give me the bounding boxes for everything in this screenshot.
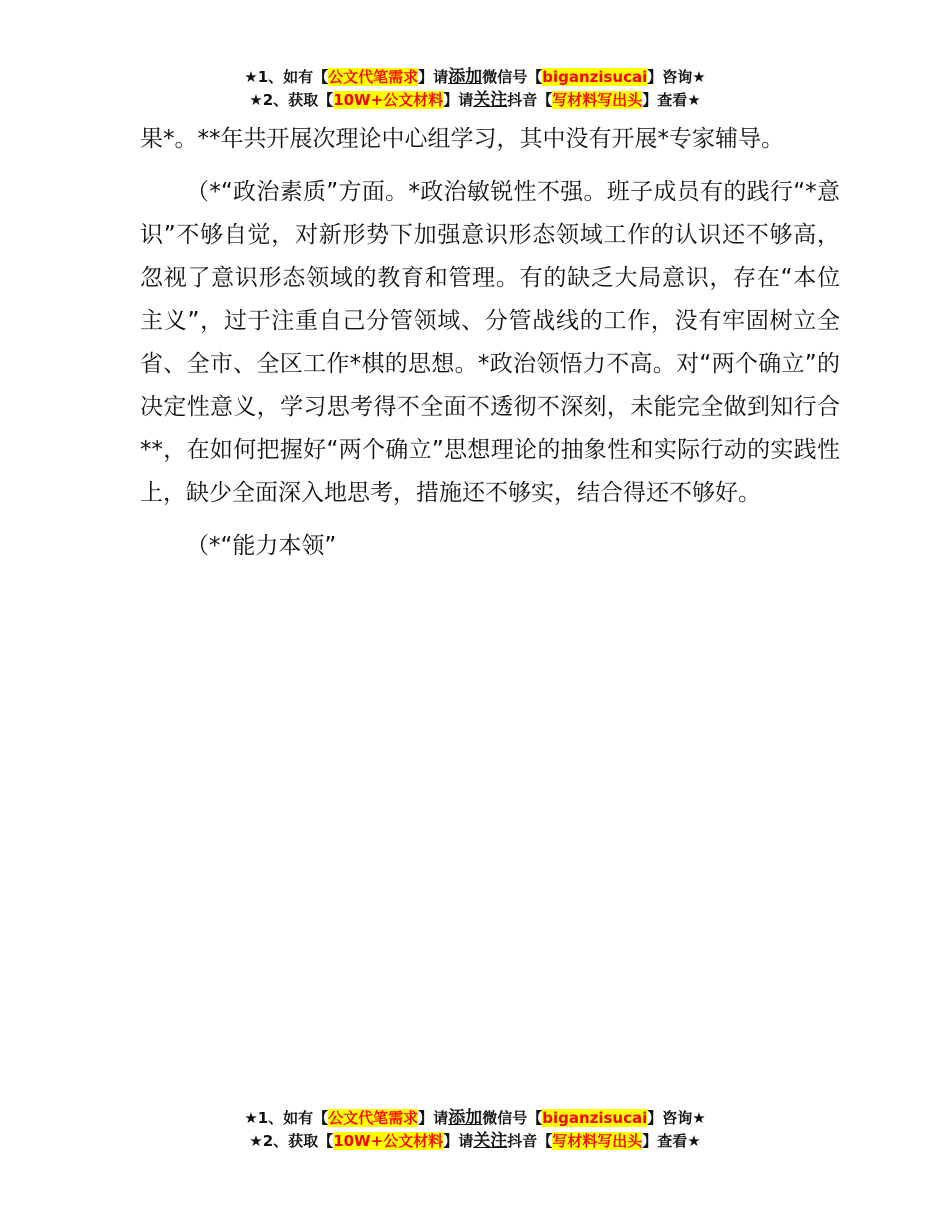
paragraph-political-quality: （*“政治素质”方面。*政治敏锐性不强。班子成员有的践行“*意识”不够自觉，对新形势下加强意识形态领域工作的认识还不够高，忽视了意识形态领域的教育和管理。有的缺乏大局意识，存在“本位主义”，过于注重自己分管领域、分管战线的工作，没有牢固树立全省、全市、全区工作*棋的思想。*政治领悟力不高。对“两个确立”的决定性意义，学习思考得不全面不透彻不深刻，未能完全做到知行合**，在如何把握好“两个确立”思想理论的抽象性和实际行动的实践性上，缺少全面深入地思考，措施还不够实，结合得还不够好。 [140,179,840,506]
footer-line-2-douyin-label: 抖音【 [507,1132,553,1150]
header-highlight-wechat-id: biganzisucai [542,68,648,86]
footer-line-1-prefix: ★1、如有【 [244,1109,329,1127]
header-underline-add: 添加 [448,67,483,87]
footer-highlight-wechat-id: biganzisucai [542,1109,648,1127]
header-line-2-douyin-label: 抖音【 [507,91,553,109]
header-highlight-materials: 10W+公文材料 [333,91,444,109]
footer-highlight-douyin-account: 写材料写出头 [552,1132,643,1150]
header-highlight-douyin-account: 写材料写出头 [552,91,643,109]
footer-line-2-prefix: ★2、获取【 [249,1132,334,1150]
document-body [140,118,840,578]
paragraph-ability: （*“能力本领” [186,533,337,559]
header-line-1-wechat-label: 微信号【 [482,68,543,86]
header-banner [0,66,950,112]
header-line-1-suffix: 】咨询★ [647,68,706,86]
header-line-2-prefix: ★2、获取【 [249,91,334,109]
footer-line-1-text: 】请 [418,1109,449,1127]
footer-line-1-wechat-label: 微信号【 [482,1109,543,1127]
footer-underline-add: 添加 [448,1108,483,1128]
header-highlight-service: 公文代笔需求 [328,68,419,86]
footer-line-2-suffix: 】查看★ [642,1132,701,1150]
paragraph-1: 果*。**年共开展次理论中心组学习，其中没有开展*专家辅导。 [140,126,784,152]
footer-line-1 [0,1107,950,1130]
footer-line-2 [0,1130,950,1153]
header-line-2-text: 】请 [443,91,474,109]
header-line-2 [0,89,950,112]
header-line-1-prefix: ★1、如有【 [244,68,329,86]
footer-line-2-text: 】请 [443,1132,474,1150]
header-line-1 [0,66,950,89]
header-line-2-suffix: 】查看★ [642,91,701,109]
footer-highlight-materials: 10W+公文材料 [333,1132,444,1150]
footer-highlight-service: 公文代笔需求 [328,1109,419,1127]
footer-line-1-suffix: 】咨询★ [647,1109,706,1127]
header-underline-follow: 关注 [473,90,508,110]
footer-underline-follow: 关注 [473,1131,508,1151]
footer-banner [0,1107,950,1153]
header-line-1-text: 】请 [418,68,449,86]
